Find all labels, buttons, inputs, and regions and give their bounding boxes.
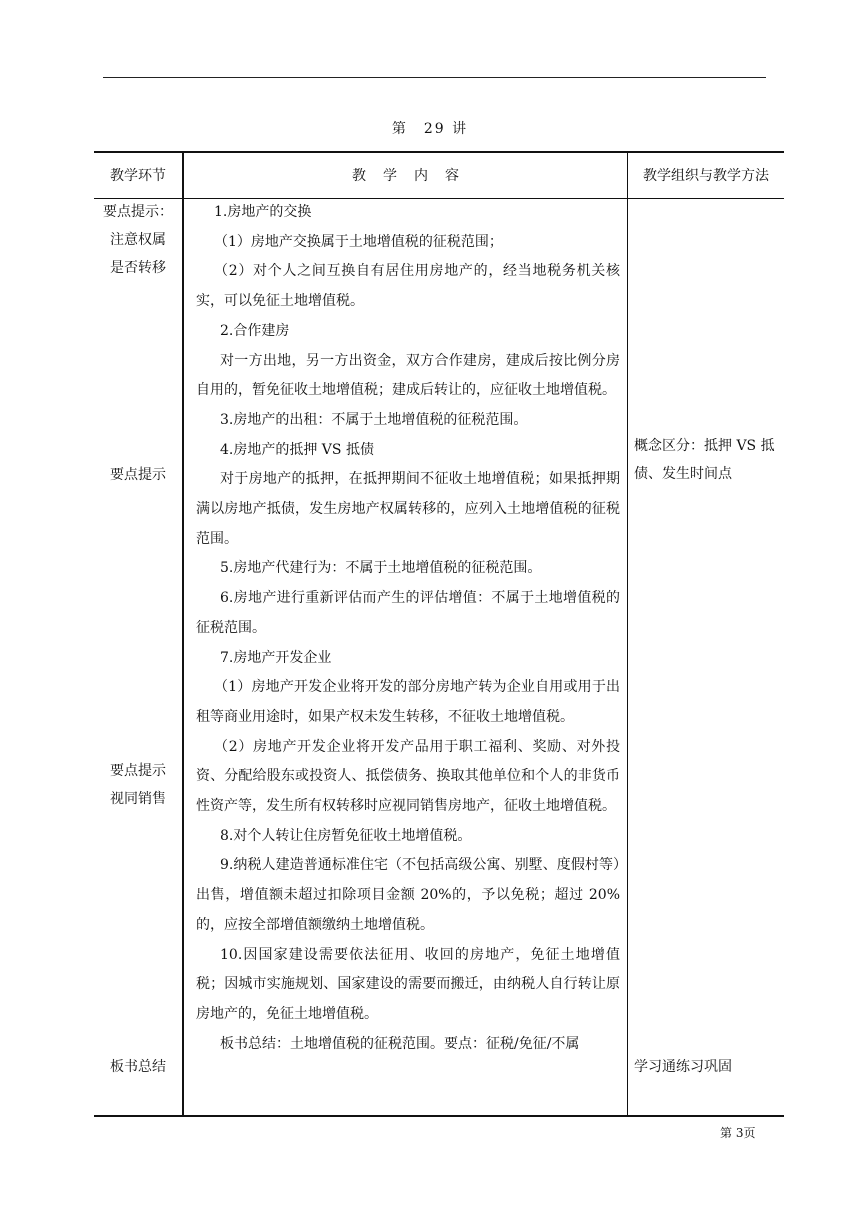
content-paragraph: 板书总结：土地增值税的征税范围。要点：征税/免征/不属 xyxy=(220,1035,580,1052)
method-note-practice: 学习通练习巩固 xyxy=(634,1059,732,1075)
stage-note-deemed-sale xyxy=(94,757,182,813)
method-note-line: 概念区分：抵押 VS 抵 xyxy=(634,438,775,454)
content-paragraph: 1.房地产的交换 xyxy=(214,204,312,220)
table-bottom-border xyxy=(94,1115,784,1117)
content-paragraph: 5.房地产代建行为：不属于土地增值税的征税范围。 xyxy=(220,560,542,577)
content-paragraph: 2.合作建房 xyxy=(220,322,290,339)
stage-note-line: 注意权属 xyxy=(110,232,166,248)
column-divider-2 xyxy=(627,151,628,1115)
stage-note-line: 视同销售 xyxy=(110,791,166,807)
content-paragraph: 7.房地产开发企业 xyxy=(220,649,332,666)
content-paragraph: 8.对个人转让住房暂免征收土地增值税。 xyxy=(220,827,472,844)
header-teaching-stage: 教学环节 xyxy=(110,167,166,184)
lesson-table xyxy=(94,151,784,1115)
header-rule xyxy=(103,77,766,78)
content-paragraph: 4.房地产的抵押 VS 抵债 xyxy=(220,441,374,458)
content-paragraph: 6.房地产进行重新评估而产生的评估增值：不属于土地增值税的征税范围。 xyxy=(196,590,620,636)
header-teaching-content: 教学内容 xyxy=(352,167,476,184)
stage-note-ownership xyxy=(94,198,182,282)
teaching-content xyxy=(196,198,620,1059)
content-paragraph: （1）房地产开发企业将开发的部分房地产转为企业自用或用于出租等商业用途时，如果产权未发生转移，不征收土地增值税。 xyxy=(196,679,620,725)
column-divider-1 xyxy=(182,151,184,1115)
method-note-concepts xyxy=(634,432,778,488)
content-paragraph: （2）房地产开发企业将开发产品用于职工福利、奖励、对外投资、分配给股东或投资人、抵偿债务、换取其他单位和个人的非货币性资产等，发生所有权转移时应视同销售房地产，征收土地增值税。 xyxy=(196,738,620,815)
content-paragraph: （2）对个人之间互换自有居住用房地产的，经当地税务机关核实，可以免征土地增值税。 xyxy=(196,263,620,310)
content-paragraph: 对一方出地，另一方出资金，双方合作建房，建成后按比例分房自用的，暂免征收土地增值税；建成后转让的，应征收土地增值税。 xyxy=(196,352,620,399)
page-number: 第 3页 xyxy=(720,1126,756,1140)
method-note-line: 债、发生时间点 xyxy=(634,466,732,482)
content-paragraph: 对于房地产的抵押，在抵押期间不征收土地增值税；如果抵押期满以房地产抵债，发生房地产权属转移的，应列入土地增值税的征税范围。 xyxy=(196,471,620,547)
header-teaching-method: 教学组织与教学方法 xyxy=(643,167,769,184)
stage-note-line: 是否转移 xyxy=(110,260,166,276)
stage-note-summary: 板书总结 xyxy=(110,1059,166,1075)
content-paragraph: 9.纳税人建造普通标准住宅（不包括高级公寓、别墅、度假村等）出售，增值额未超过扣除项目金额 20%的，予以免税；超过 20%的，应按全部增值额缴纳土地增值税。 xyxy=(196,857,620,933)
lecture-title: 第 29 讲 xyxy=(391,121,469,137)
content-paragraph: 10.因国家建设需要依法征用、收回的房地产，免征土地增值税；因城市实施规划、国家建设的需要而搬迁，由纳税人自行转让原房地产的，免征土地增值税。 xyxy=(196,946,620,1022)
stage-note-line: 要点提示： xyxy=(103,204,173,220)
content-paragraph: 3.房地产的出租：不属于土地增值税的征税范围。 xyxy=(220,411,528,428)
stage-note-line: 要点提示 xyxy=(110,763,166,779)
stage-note-key-points: 要点提示 xyxy=(110,467,166,483)
content-paragraph: （1）房地产交换属于土地增值税的征税范围； xyxy=(214,233,503,250)
